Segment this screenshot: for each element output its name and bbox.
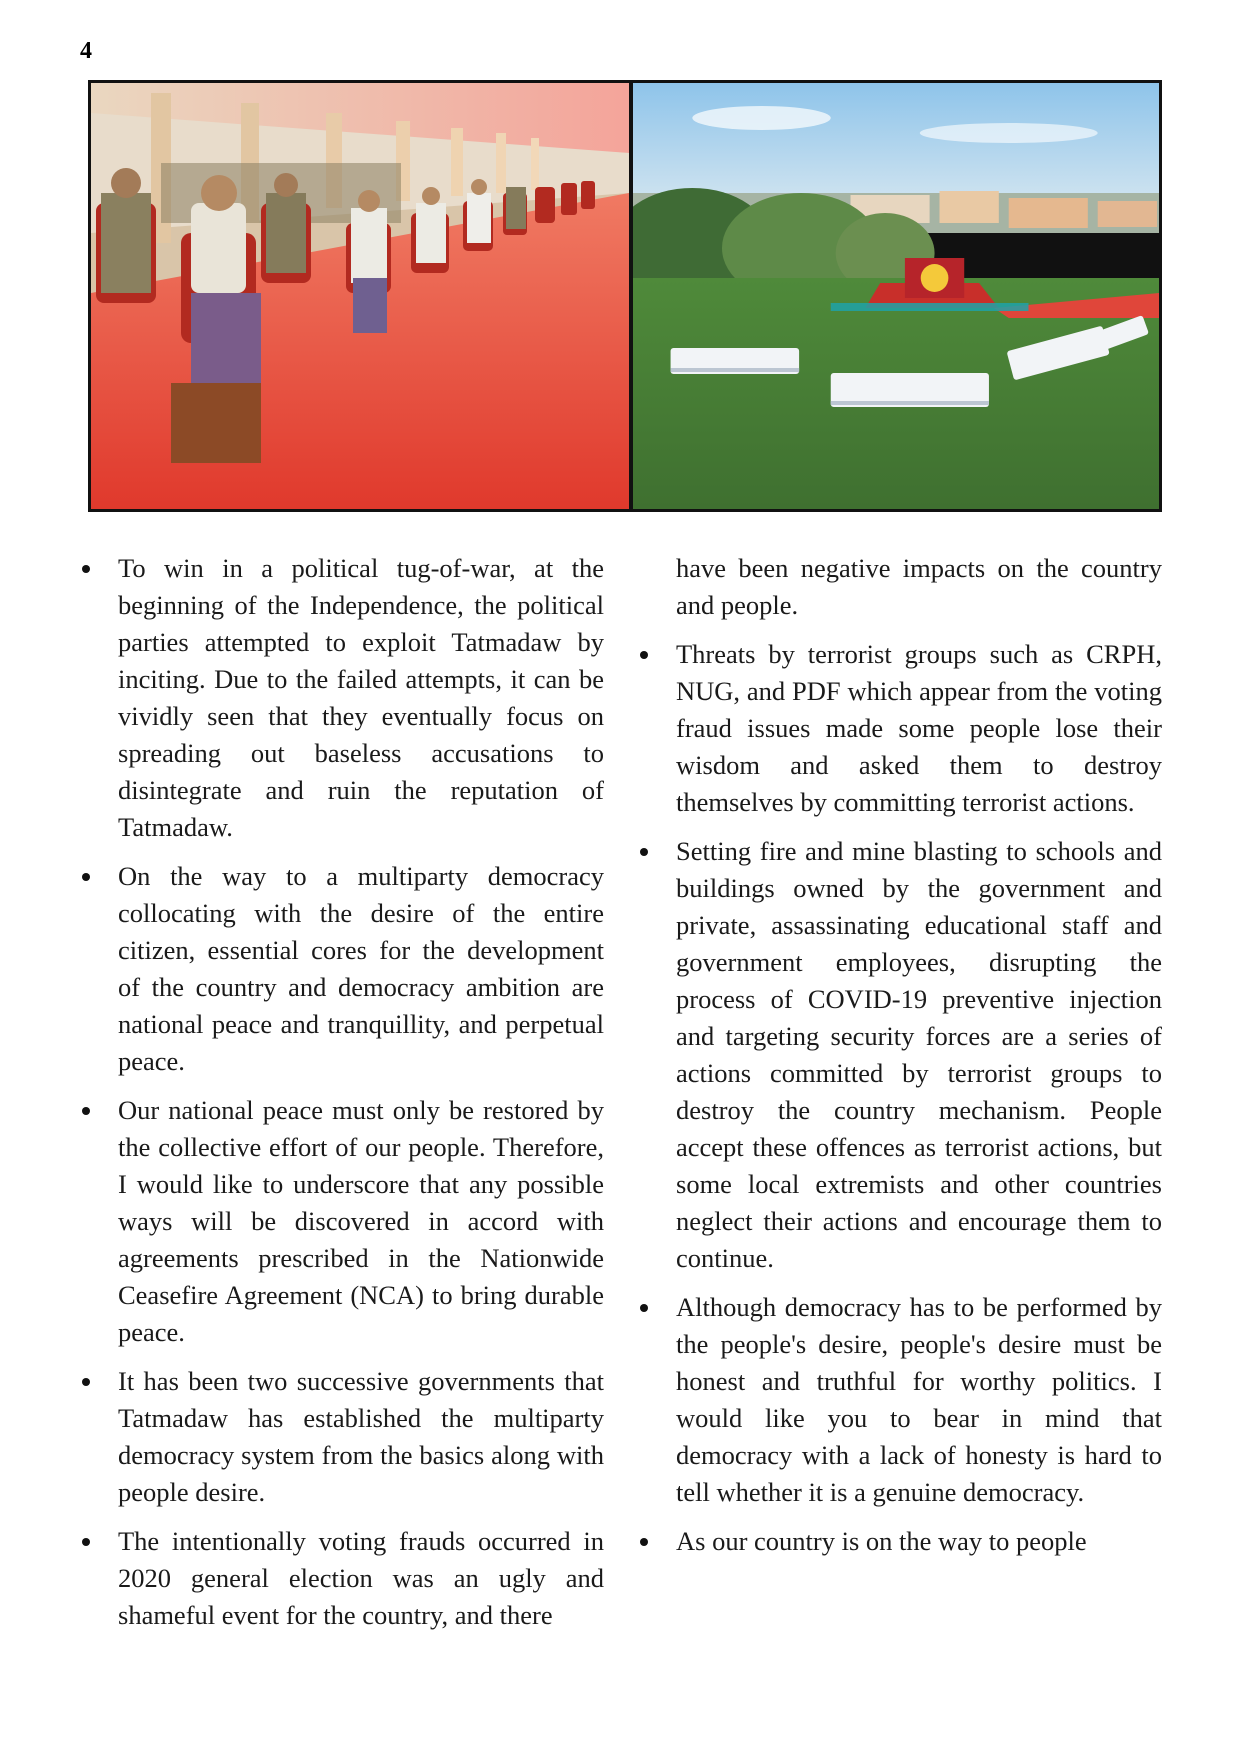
list-item: As our country is on the way to people <box>638 1523 1162 1560</box>
ceremony-audience-photo <box>91 83 633 509</box>
list-item: On the way to a multiparty democracy collocating with the desire of the entire citizen, essential cores for the development of the country and democracy ambition are national peace and tranquillity, and perpetual peace. <box>80 858 604 1080</box>
right-bullet-list <box>638 550 1162 1560</box>
right-column <box>638 550 1162 1646</box>
list-item: Threats by terrorist groups such as CRPH, NUG, and PDF which appear from the voting fraud issues made some people lose their wisdom and asked them to destroy themselves by committing terrorist actions. <box>638 636 1162 821</box>
list-item: Although democracy has to be performed by the people's desire, people's desire must be honest and truthful for worthy politics. I would like you to bear in mind that democracy with a lack of honesty is hard to tell whether it is a genuine democracy. <box>638 1289 1162 1511</box>
left-column <box>80 550 604 1646</box>
list-item-continuation: have been negative impacts on the country and people. <box>676 553 1162 620</box>
page-number: 4 <box>80 38 92 64</box>
parade-ground-photo <box>633 83 1159 509</box>
photo-strip <box>88 80 1162 512</box>
list-item: It has been two successive governments that Tatmadaw has established the multiparty democracy system from the basics along with people desire. <box>80 1363 604 1511</box>
list-item: To win in a political tug-of-war, at the beginning of the Independence, the political parties attempted to exploit Tatmadaw by inciting. Due to the failed attempts, it can be vividly seen that they eventually focus on spreading out baseless accusations to disintegrate and ruin the reputation of Tatmadaw. <box>80 550 604 846</box>
list-item: The intentionally voting frauds occurred in 2020 general election was an ugly and shameful event for the country, and there <box>80 1523 604 1634</box>
list-item: Our national peace must only be restored by the collective effort of our people. Therefore, I would like to underscore that any possible ways will be discovered in accord with agreements prescribed in the Nationwide Ceasefire Agreement (NCA) to bring durable peace. <box>80 1092 604 1351</box>
body-text-columns <box>80 550 1162 1646</box>
list-item: Setting fire and mine blasting to schools and buildings owned by the government and private, assassinating educational staff and government employees, disrupting the process of COVID-19 preventive injection and targeting security forces are a series of actions committed by terrorist groups to destroy the country mechanism. People accept these offences as terrorist actions, but some local extremists and other countries neglect their actions and encourage them to continue. <box>638 833 1162 1277</box>
left-bullet-list <box>80 550 604 1634</box>
